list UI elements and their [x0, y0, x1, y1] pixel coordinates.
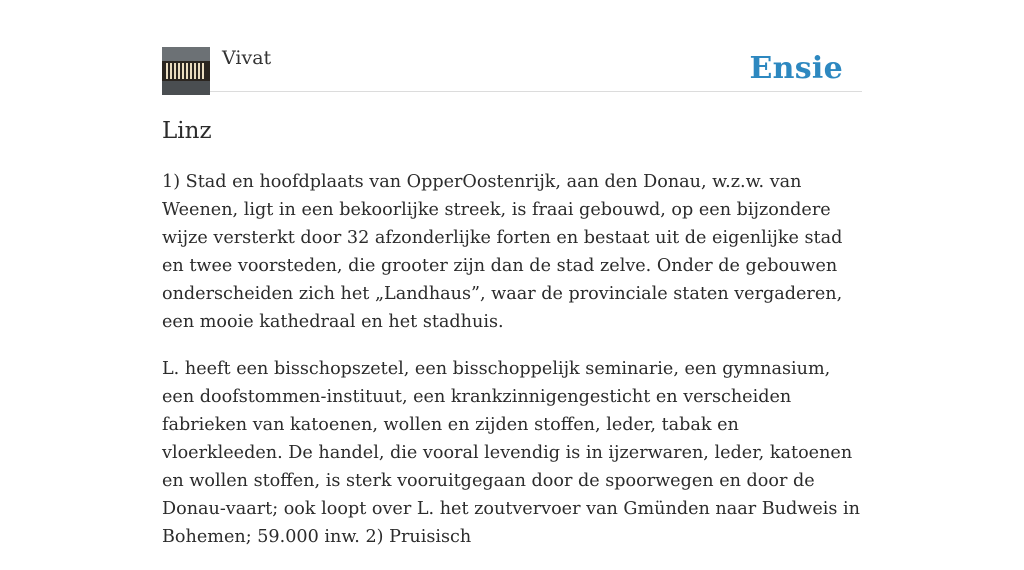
bookshelf-avatar-icon [162, 47, 210, 95]
article-title: Linz [162, 118, 212, 144]
content-container [162, 0, 862, 547]
article-body [162, 168, 862, 570]
source-name-link[interactable]: Vivat [222, 47, 272, 69]
article-paragraph: 1) Stad en hoofdplaats van OpperOostenrijk, aan den Donau, w.z.w. van Weenen, ligt in een bekoorlijke streek, is fraai gebouwd, op een bijzondere wijze versterkt door 32 afzonderlijke forten en bestaat uit de eigenlijke stad en twee voorsteden, die grooter zijn dan de stad zelve. Onder de gebouwen onderscheiden zich het „Landhaus”, waar de provinciale staten vergaderen, een mooie kathedraal en het stadhuis. [162, 172, 843, 332]
header [162, 0, 862, 92]
source-avatar[interactable] [162, 47, 210, 95]
article-paragraph: L. heeft een bisschopszetel, een bisschoppelijk seminarie, een gymnasium, een doofstommen-instituut, een krankzinnigengesticht en verscheiden fabrieken van katoenen, wollen en zijden stoffen, leder, tabak en vloerkleeden. De handel, die vooral levendig is in ijzerwaren, leder, katoenen en wollen stoffen, is sterk vooruitgegaan door de spoorwegen en door de Donau-vaart; ook loopt over L. het zoutvervoer van Gmünden naar Budweis in Bohemen; 59.000 inw. 2) Pruisisch [162, 359, 860, 547]
brand-logo-link[interactable]: Ensie [749, 51, 843, 86]
